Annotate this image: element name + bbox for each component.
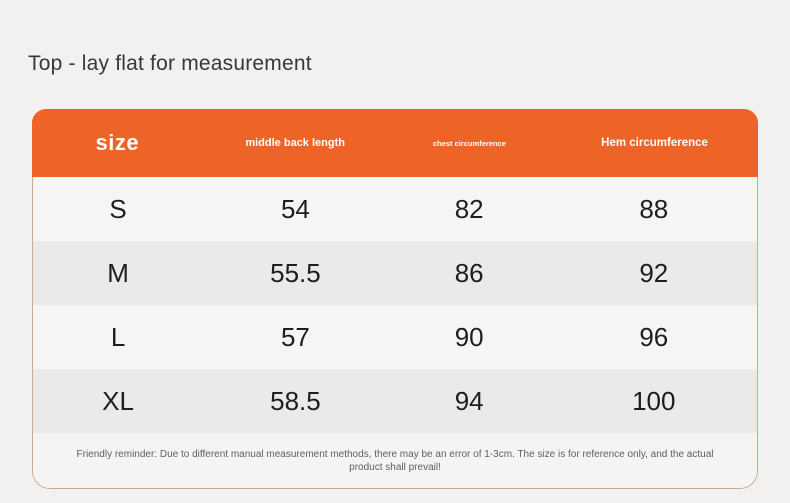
cell-middle-back-length: 55.5 (270, 257, 321, 288)
cell-chest-circumference: 90 (454, 321, 484, 352)
size-chart-header-row (32, 109, 758, 177)
cell-middle-back-length: 58.5 (270, 385, 321, 416)
table-footer (33, 433, 757, 488)
table-row-s (33, 177, 757, 241)
column-header-middle-back-length: middle back length (245, 137, 345, 149)
friendly-reminder-note: Friendly reminder: Due to different manual measurement methods, there may be an error of 1-3cm. The size is for reference only, and the actual product shall prevail! (76, 448, 714, 473)
cell-size: XL (102, 385, 134, 416)
cell-chest-circumference: 86 (454, 257, 484, 288)
column-header-chest-circumference: chest circumference (432, 138, 506, 148)
cell-middle-back-length: 57 (280, 321, 310, 352)
size-chart-body (32, 177, 758, 489)
cell-chest-circumference: 94 (454, 385, 484, 416)
cell-middle-back-length: 54 (280, 193, 310, 224)
cell-size: S (109, 193, 127, 224)
cell-hem-circumference: 88 (639, 193, 669, 224)
size-chart-table (32, 109, 758, 489)
page-title: Top - lay flat for measurement (28, 52, 312, 75)
table-row-m (33, 241, 757, 305)
table-row-l (33, 305, 757, 369)
cell-hem-circumference: 100 (632, 385, 676, 416)
table-row-xl (33, 369, 757, 433)
column-header-size: size (95, 130, 140, 155)
cell-size: L (110, 321, 126, 352)
cell-hem-circumference: 96 (639, 321, 669, 352)
cell-chest-circumference: 82 (454, 193, 484, 224)
cell-size: M (107, 257, 129, 288)
cell-hem-circumference: 92 (639, 257, 669, 288)
column-header-hem-circumference: Hem circumference (601, 137, 708, 149)
